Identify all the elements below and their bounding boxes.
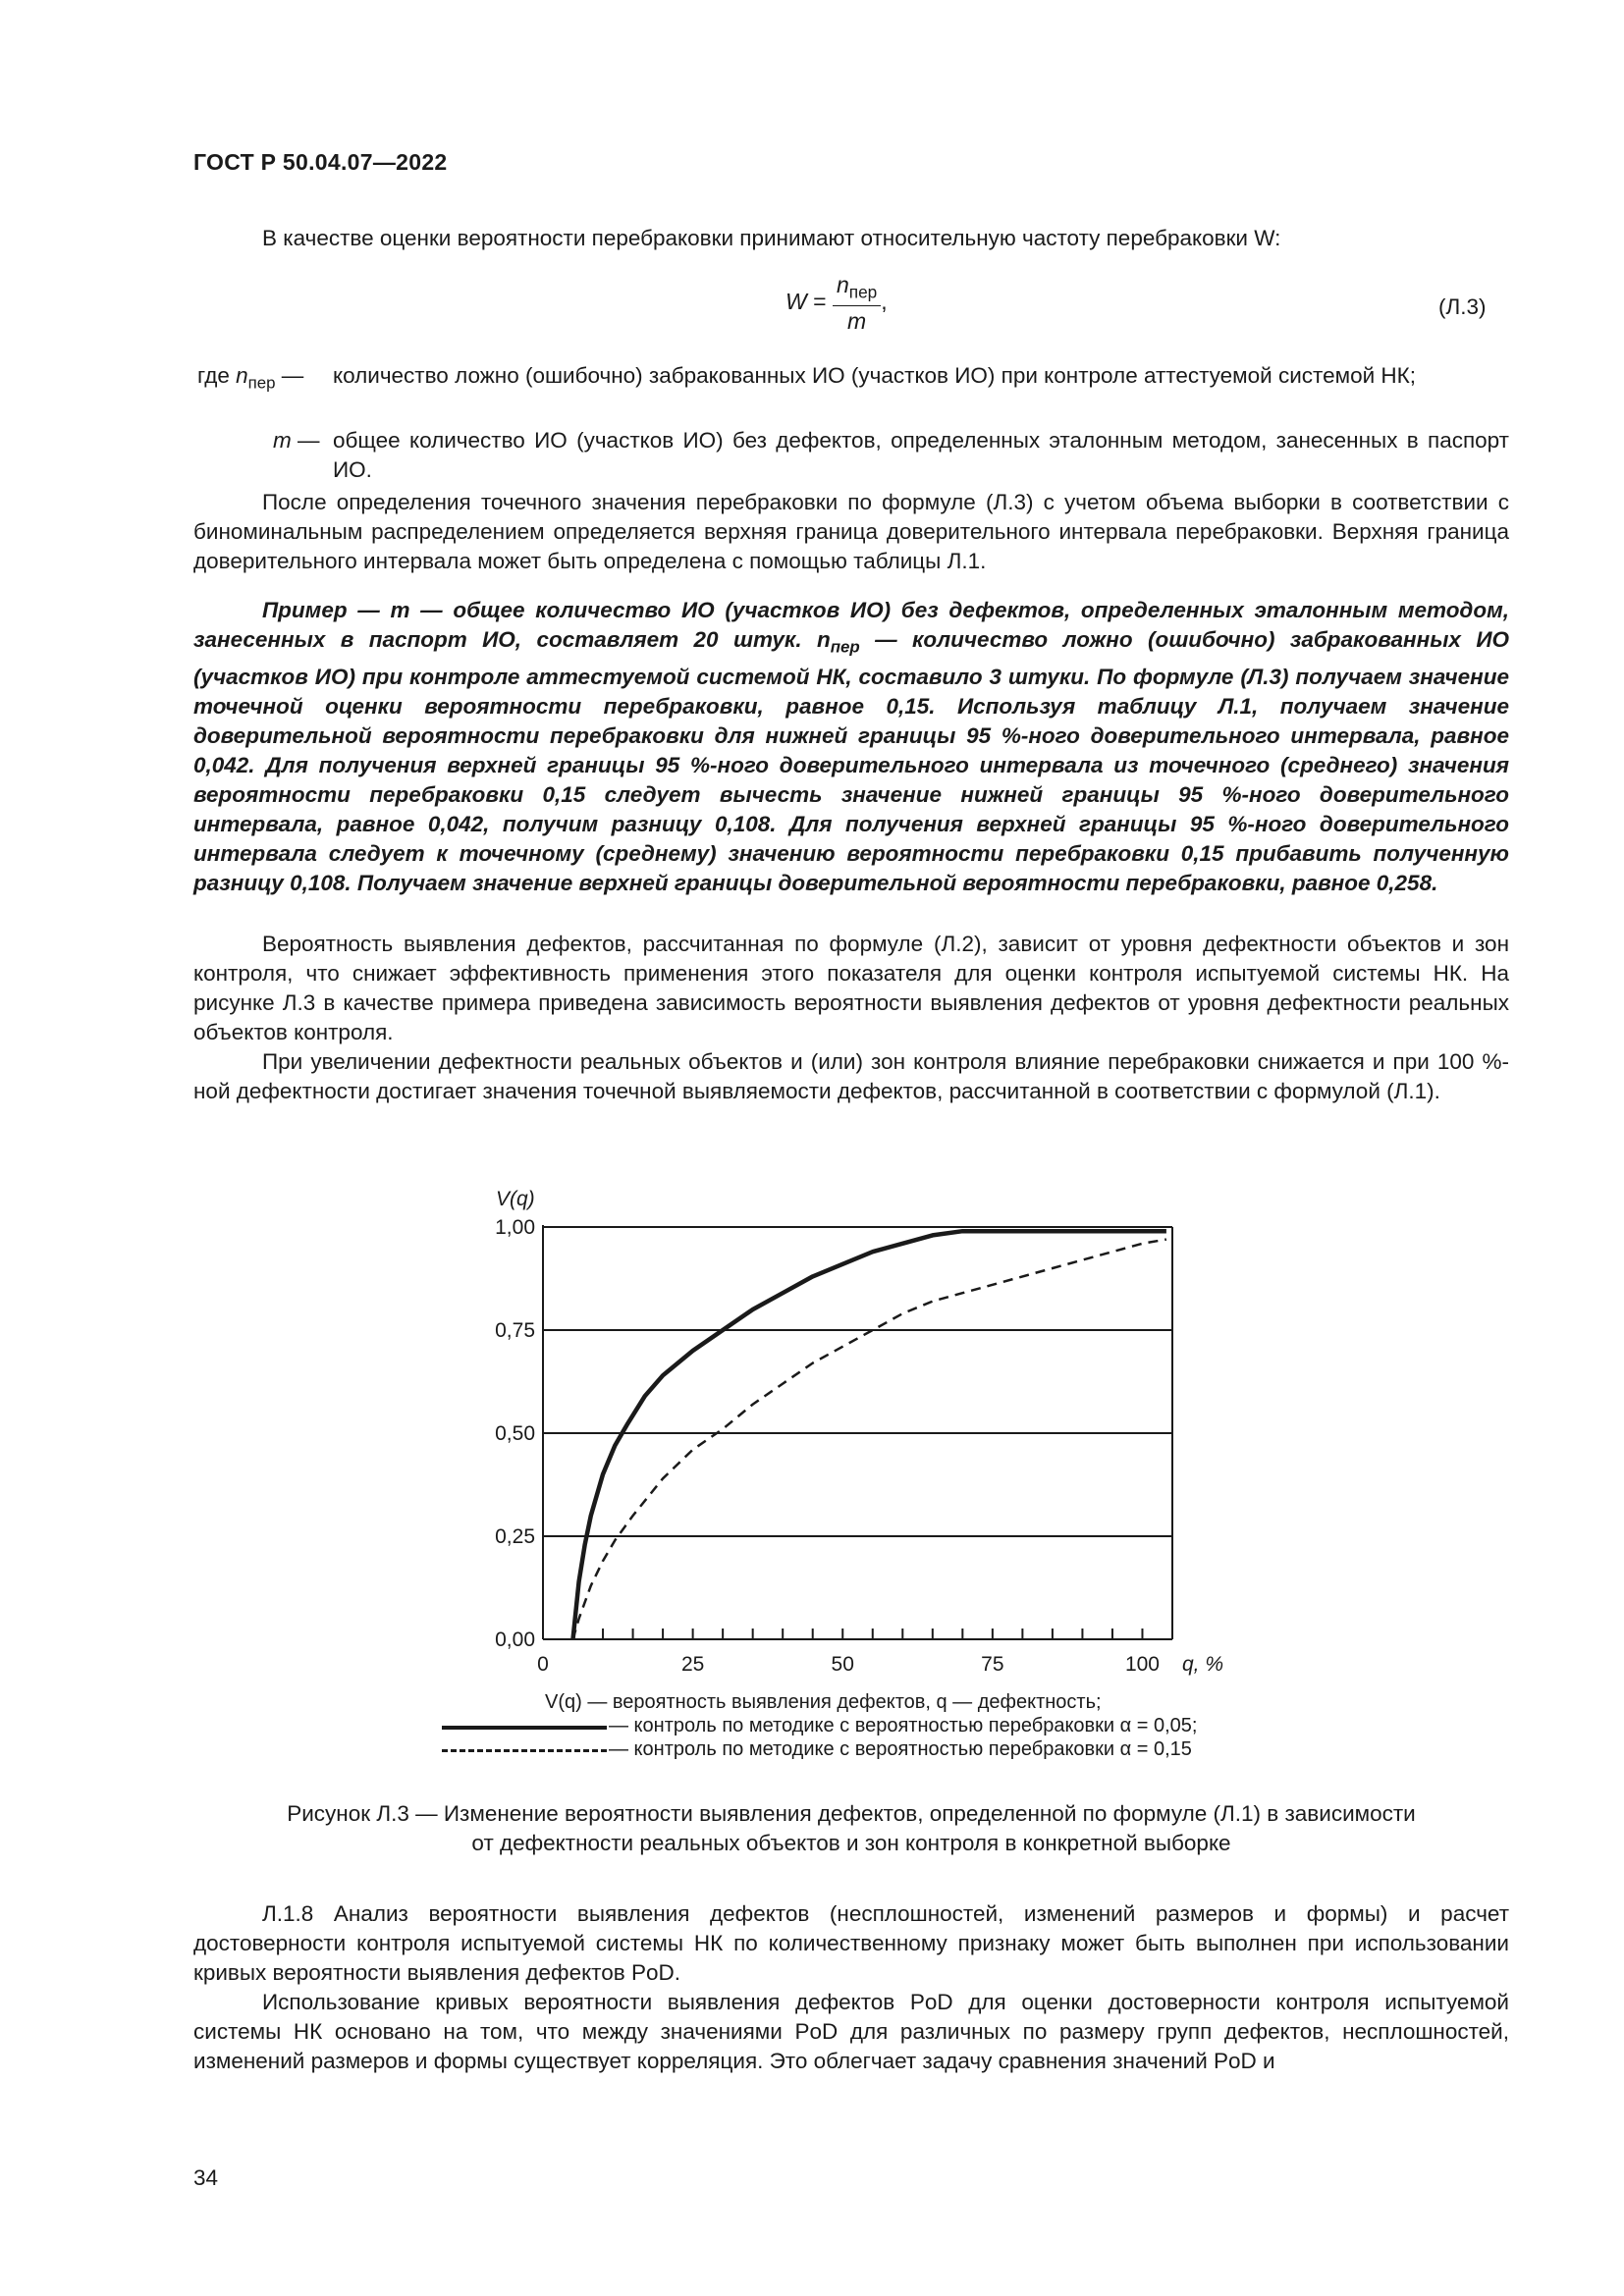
legend-line-2: — контроль по методике с вероятностью перебраковки α = 0,05; [609, 1715, 1198, 1736]
series-line-0 [573, 1231, 1166, 1639]
example-part-b: — количество ложно (ошибочно) забракованных ИО (участков ИО) при контроле аттестуемой системой НК, составило 3 штуки. По формуле (Л.3) получаем значение точечной оценки вероятности перебраковки, равное 0,15. Используя таблицу Л.1, получаем значение доверительной вероятности перебраковки для нижней границы 95 %-ного доверительного интервала, равное 0,042. Для получения верхней границы 95 %-ного доверительного интервала из точечного (среднего) значения вероятности перебраковки 0,15 следует вычесть значение нижней границы 95 %-ного доверительного интервала, равное 0,042, получим разницу 0,108. Для получения верхней границы 95 %-ного доверительного интервала следует к точечному (среднему) значению вероятности перебраковки 0,15 прибавить полученную разницу 0,108. Получаем значение верхней границы доверительной вероятности перебраковки, равное 0,258. [193, 627, 1510, 895]
intro-paragraph [193, 224, 1509, 253]
figure-caption [193, 1799, 1509, 1858]
figure-caption-line-1: Рисунок Л.3 — Изменение вероятности выявления дефектов, определенной по формуле (Л.1) в зависимости [287, 1801, 1416, 1826]
page-header: ГОСТ Р 50.04.07—2022 [193, 149, 448, 175]
where-sym1-sub: пер [247, 373, 276, 393]
paragraph-2: Вероятность выявления дефектов, рассчитанная по формуле (Л.2), зависит от уровня дефектности объектов и зон контроля, что снижает эффективность применения этого показателя для оценки контроля испытуемой системы НК. На рисунке Л.3 в качестве примера приведена зависимость вероятности выявления дефектов от уровня дефектности реальных объектов контроля. [193, 932, 1509, 1044]
y-axis-label: V(q) [496, 1188, 535, 1210]
example-part-a: Пример — m — общее количество ИО (участков ИО) без дефектов, определенных эталонным методом, занесенных в паспорт ИО, составляет 20 штук. n [193, 598, 1509, 652]
intro-text: В качестве оценки вероятности перебраковки принимают относительную частоту перебраковки W: [262, 226, 1281, 250]
y-tick-label-3: 0,75 [495, 1319, 535, 1342]
series-line-1 [573, 1240, 1166, 1639]
chart-figure-l3 [432, 1158, 1237, 1688]
legend-line-3: — контроль по методике с вероятностью перебраковки α = 0,15 [609, 1738, 1192, 1760]
where-item2: общее количество ИО (участков ИО) без дефектов, определенных эталонным методом, занесенных в паспорт ИО. [333, 428, 1509, 482]
formula-l3 [785, 272, 888, 335]
paragraph-3: При увеличении дефектности реальных объектов и (или) зон контроля влияние перебраковки снижается и при 100 %-ной дефектности достигает значения точечной выявляемости дефектов, рассчитанной в соответствии с формулой (Л.1). [193, 1049, 1509, 1103]
formula-denominator [833, 306, 881, 335]
formula-num-sub: пер [848, 282, 878, 302]
page-number: 34 [193, 2165, 219, 2190]
formula-numerator [833, 272, 881, 306]
where-label2: m — [273, 428, 320, 453]
legend-line-1: V(q) — вероятность выявления дефектов, q — дефектность; [545, 1691, 1102, 1713]
where-label: где $n_{пер}$ — [197, 363, 304, 393]
where-sym1: n [236, 363, 248, 388]
formula-tail: , [881, 288, 888, 314]
formula-den: m [847, 307, 867, 334]
x-tick-label-3: 75 [981, 1653, 1004, 1676]
chart-plot [495, 1188, 1223, 1676]
y-tick-label-2: 0,50 [495, 1422, 535, 1445]
x-tick-label-2: 50 [831, 1653, 854, 1676]
formula-equals: = [813, 288, 827, 314]
legend-solid-swatch [442, 1726, 607, 1730]
legend-dashed-swatch [442, 1749, 607, 1752]
y-tick-label-4: 1,00 [495, 1216, 535, 1239]
x-tick-label-4: 100 [1124, 1653, 1160, 1676]
equation-number: (Л.3) [1438, 294, 1487, 319]
figure-caption-line-2: от дефектности реальных объектов и зон контроля в конкретной выборке [471, 1831, 1231, 1855]
where-item1: количество ложно (ошибочно) забракованных ИО (участков ИО) при контроле аттестуемой системой НК; [333, 363, 1417, 388]
where-sym2: m [273, 428, 292, 453]
formula-fraction [833, 272, 881, 335]
x-tick-label-1: 25 [680, 1653, 705, 1676]
x-tick-label-0: 0 [537, 1653, 549, 1676]
paragraph-5: Использование кривых вероятности выявления дефектов PoD для оценки достоверности контроля испытуемой системы НК основано на том, что между значениями PoD для различных по размеру групп дефектов, несплошностей, изменений размеров и формы существует корреляция. Это облегчает задачу сравнения значений PoD и [193, 1990, 1509, 2073]
formula-num-base: n [836, 272, 849, 297]
example-paragraph [193, 596, 1509, 898]
y-tick-label-0: 0,00 [495, 1629, 535, 1651]
paragraph-1: После определения точечного значения перебраковки по формуле (Л.3) с учетом объема выборки в соответствии с биноминальным распределением определяется верхняя граница доверительного интервала перебраковки. Верхняя граница доверительного интервала может быть определена с помощью таблицы Л.1. [193, 490, 1509, 573]
example-sub: пер [830, 637, 860, 657]
where-word: где [197, 363, 230, 388]
y-tick-label-1: 0,25 [495, 1525, 535, 1548]
paragraph-4: Л.1.8 Анализ вероятности выявления дефектов (несплошностей, изменений размеров и формы) и расчет достоверности контроля испытуемой системы НК по количественному признаку может быть выполнен при использовании кривых вероятности выявления дефектов PoD. [193, 1901, 1509, 1985]
x-axis-label: q, % [1182, 1653, 1224, 1676]
formula-lhs: W [785, 288, 807, 314]
